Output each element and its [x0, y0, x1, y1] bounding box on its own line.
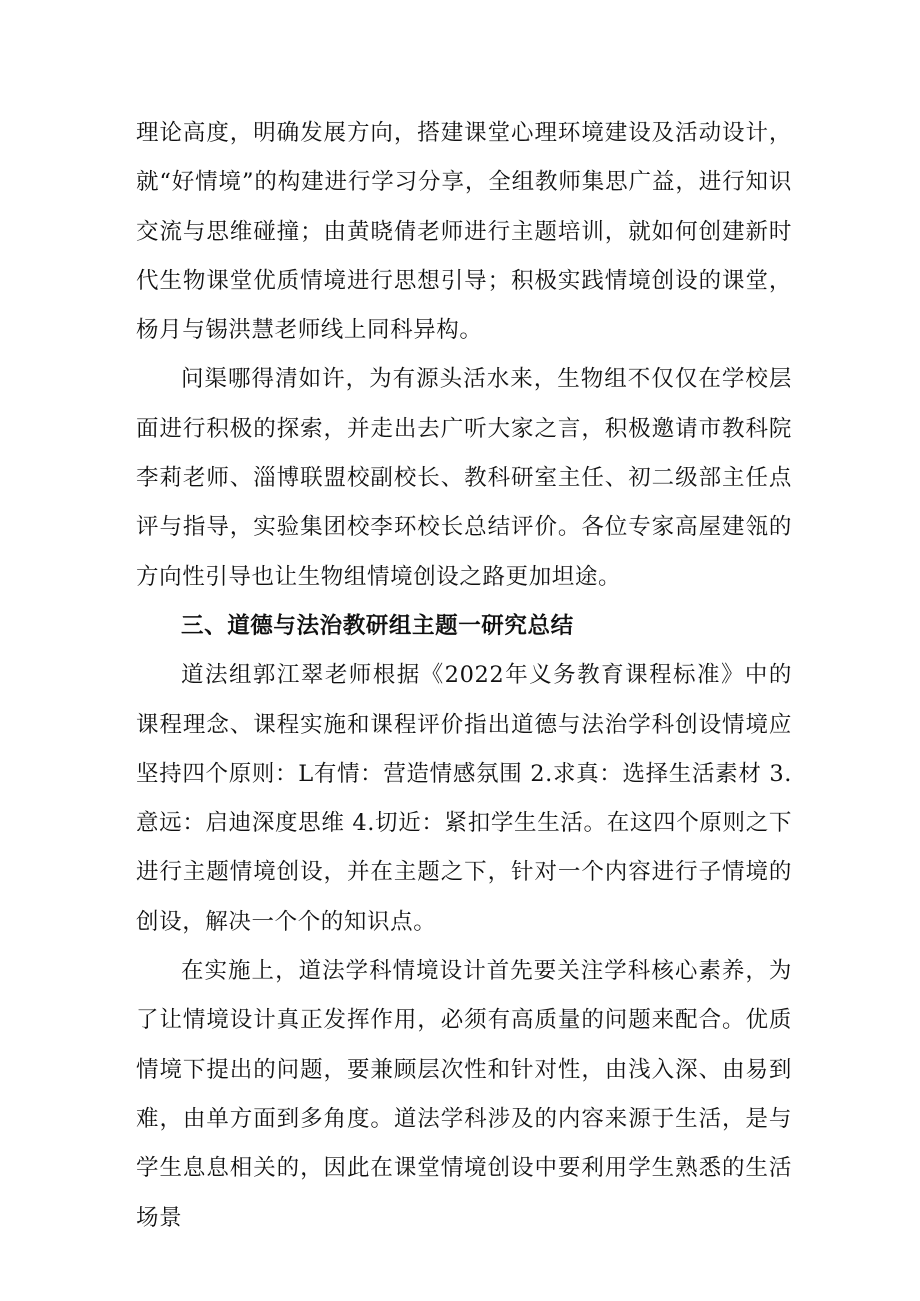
document-body — [136, 109, 792, 1243]
paragraph-ethics-implementation: 在实施上，道法学科情境设计首先要关注学科核心素养，为了让情境设计真正发挥作用，必须有高质量的问题来配合。优质情境下提出的问题，要兼顾层次性和针对性，由浅入深、由易到难，由单方面到多角度。道法学科涉及的内容来源于生活，是与学生息息相关的，因此在课堂情境创设中要利用学生熟悉的生活场景 — [136, 958, 792, 1231]
paragraph-biology-continued: 理论高度，明确发展方向，搭建课堂心理环境建设及活动设计，就“好情境”的构建进行学习分享，全组教师集思广益，进行知识交流与思维碰撞；由黄晓倩老师进行主题培训，就如何创建新时代生物课堂优质情境进行思想引导；积极实践情境创设的课堂，杨月与锡洪慧老师线上同科异构。 — [136, 120, 792, 344]
paragraph-ethics-principles: 道法组郭江翠老师根据《2022年义务教育课程标准》中的课程理念、课程实施和课程评价指出道德与法治学科创设情境应坚持四个原则：L有情：营造情感氛围 2.求真：选择生活素材 3.意远：启迪深度思维 4.切近：紧扣学生生活。在这四个原则之下进行主题情境创设，并在主题之下，针对一个内容进行子情境的创设，解决一个个的知识点。 — [136, 662, 792, 935]
paragraph-biology-experts: 问渠哪得清如许，为有源头活水来，生物组不仅仅在学校层面进行积极的探索，并走出去广听大家之言，积极邀请市教科院李莉老师、淄博联盟校副校长、教科研室主任、初二级部主任点评与指导，实验集团校李环校长总结评价。各位专家高屋建瓴的方向性引导也让生物组情境创设之路更加坦途。 — [136, 366, 792, 590]
section-heading-3: 三、道德与法治教研组主题一研究总结 — [181, 612, 574, 639]
